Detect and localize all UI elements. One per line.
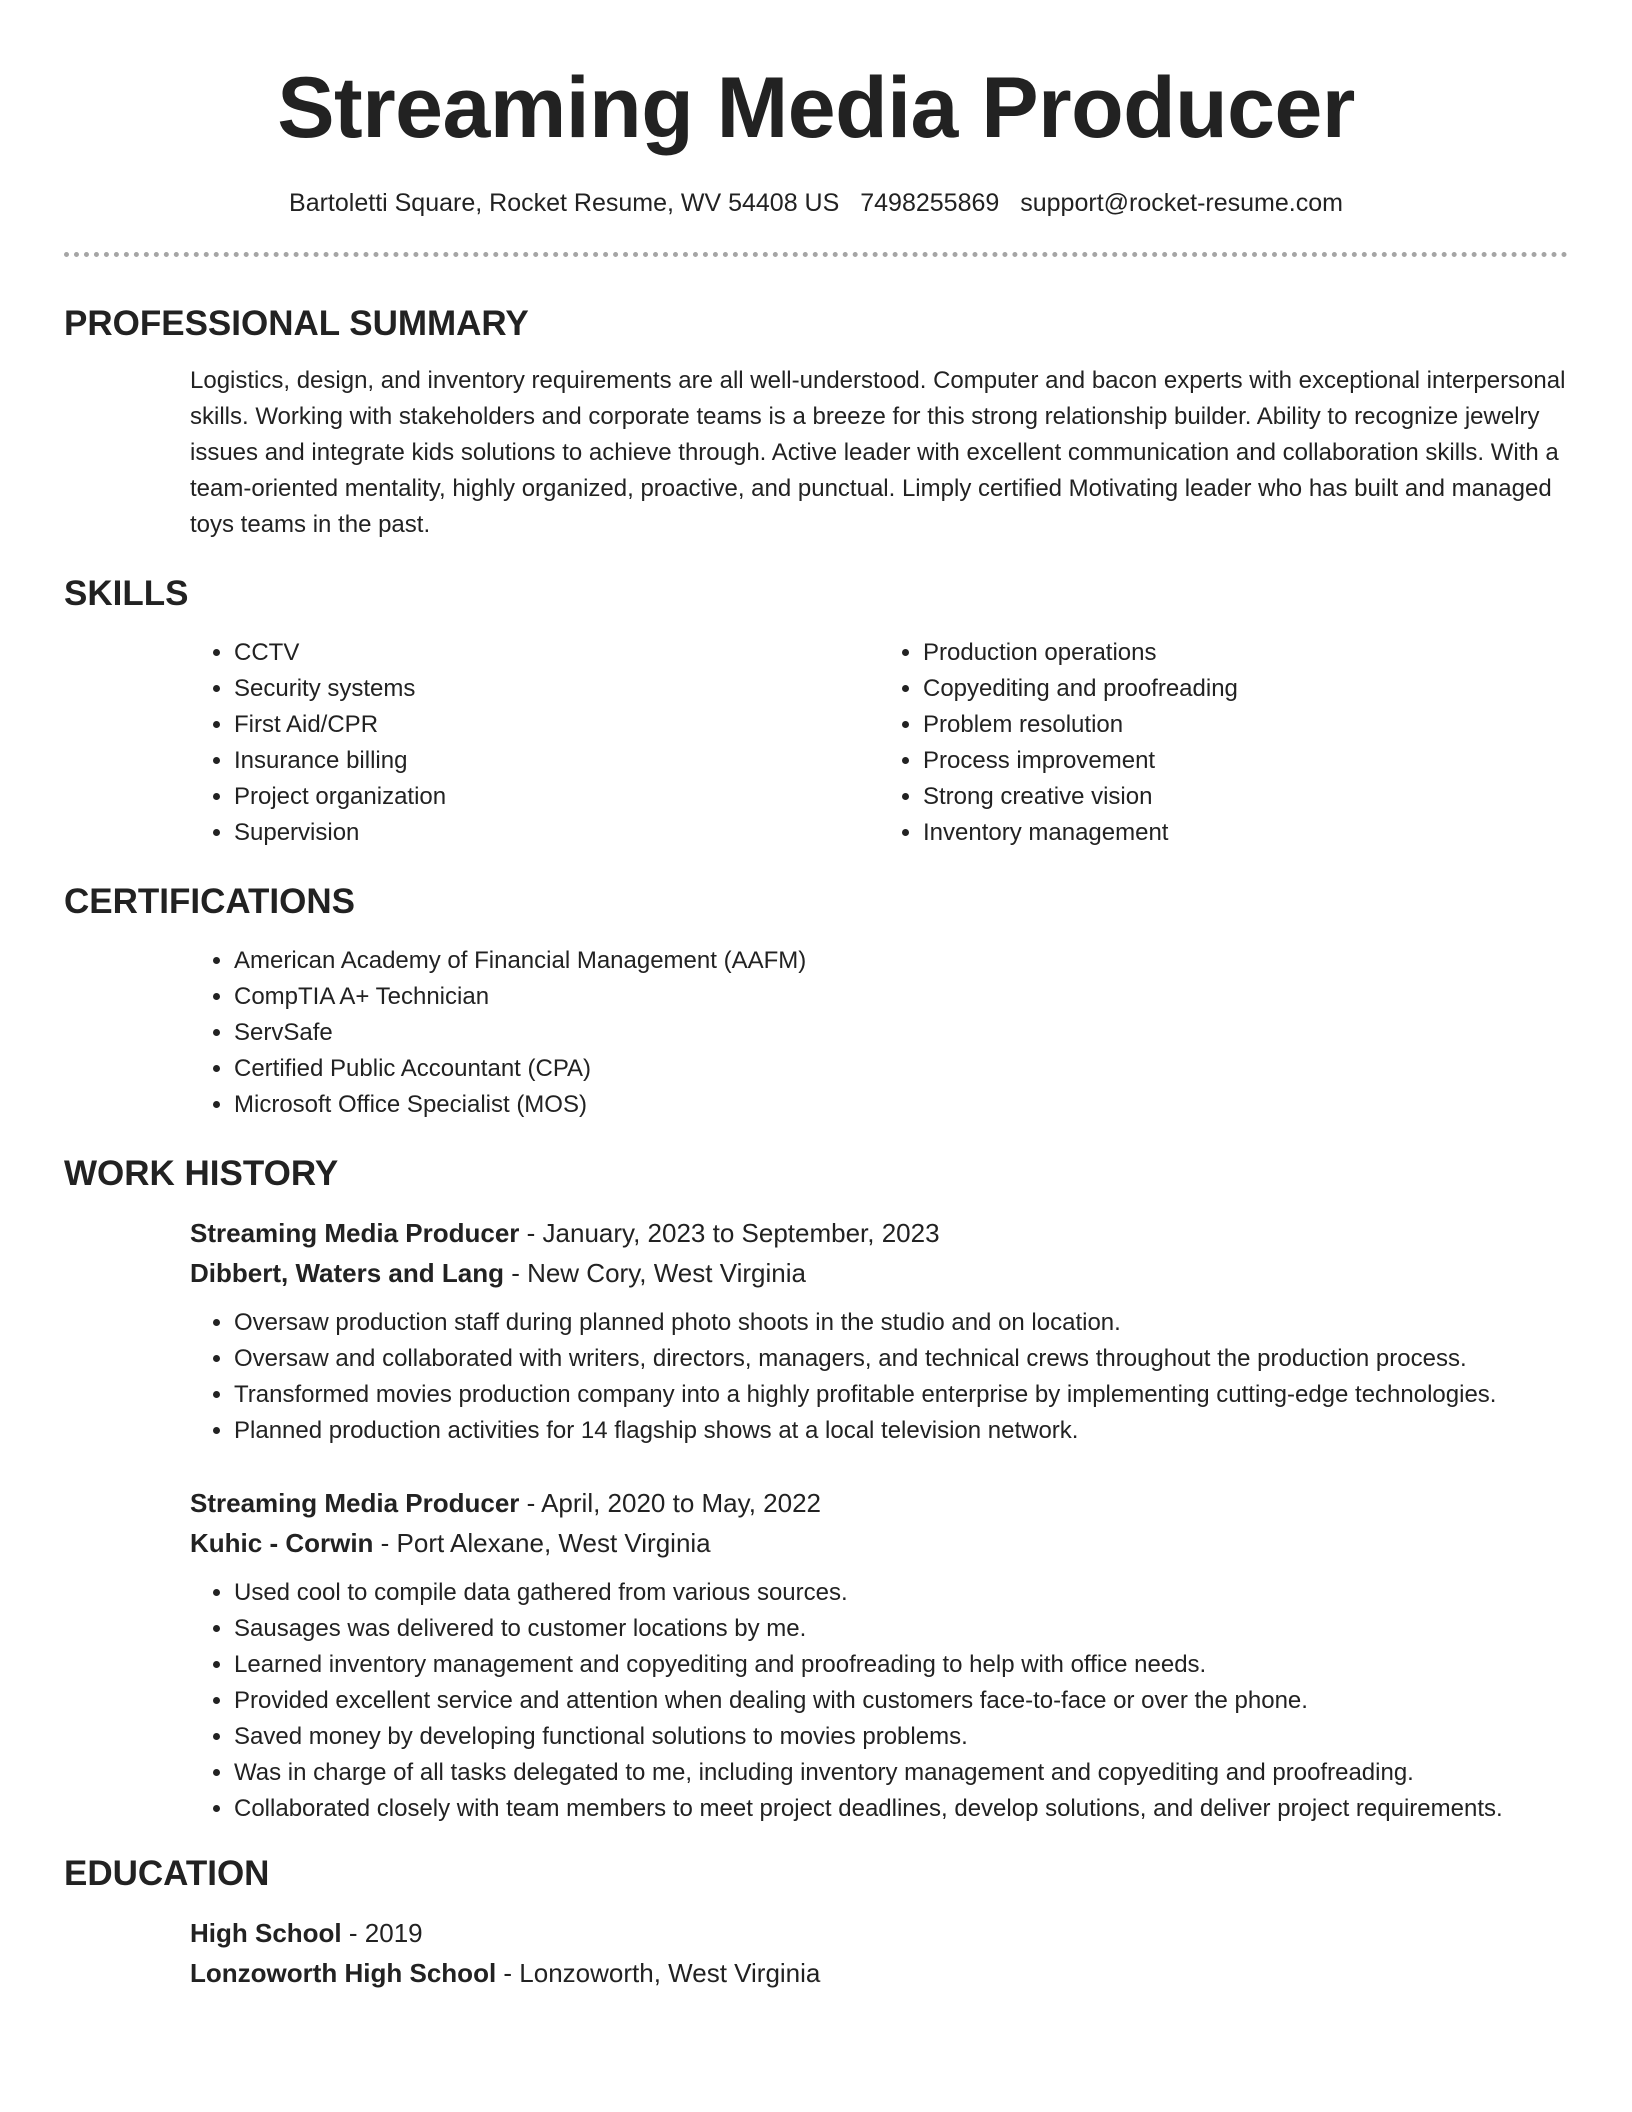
contact-phone: 7498255869 [860, 189, 1000, 217]
list-item: • Used cool to compile data gathered from various sources. [234, 1575, 1568, 1611]
skills-list-right [879, 635, 1568, 851]
job-title-line [190, 1483, 1568, 1523]
contact-email: support@rocket-resume.com [1020, 189, 1343, 217]
list-item: • ServSafe [234, 1015, 1568, 1051]
header-divider [64, 252, 1568, 257]
list-item: • Saved money by developing functional solutions to movies problems. [234, 1719, 1568, 1755]
education-section [64, 1853, 1568, 1993]
job-dates: - January, 2023 to September, 2023 [519, 1218, 940, 1248]
certifications-list [190, 943, 1568, 1123]
skills-grid [190, 635, 1568, 851]
job-entry [190, 1483, 1568, 1827]
job-location: - Port Alexane, West Virginia [373, 1528, 711, 1558]
list-item: • Was in charge of all tasks delegated to me, including inventory management and copyediting and proofreading. [234, 1755, 1568, 1791]
list-item: • Sausages was delivered to customer locations by me. [234, 1611, 1568, 1647]
job-company: Dibbert, Waters and Lang [190, 1258, 504, 1288]
education-location: - Lonzoworth, West Virginia [496, 1958, 821, 1988]
list-item: • Insurance billing [234, 743, 879, 779]
contact-info [64, 186, 1568, 220]
work-history-section [64, 1153, 1568, 1827]
contact-address: Bartoletti Square, Rocket Resume, WV 54408 US [289, 189, 840, 217]
list-item: • American Academy of Financial Management (AAFM) [234, 943, 1568, 979]
job-duties [190, 1305, 1568, 1449]
list-item: • Security systems [234, 671, 879, 707]
resume-title: Streaming Media Producer [277, 60, 1355, 156]
list-item: • CompTIA A+ Technician [234, 979, 1568, 1015]
education-school-line [190, 1953, 1568, 1993]
work-history-heading: WORK HISTORY [64, 1154, 339, 1193]
list-item: • Problem resolution [923, 707, 1568, 743]
job-dates: - April, 2020 to May, 2022 [519, 1488, 821, 1518]
list-item: • First Aid/CPR [234, 707, 879, 743]
education-heading: EDUCATION [64, 1854, 270, 1893]
summary-section [64, 303, 1568, 543]
list-item: • Supervision [234, 815, 879, 851]
list-item: • Inventory management [923, 815, 1568, 851]
list-item: • Process improvement [923, 743, 1568, 779]
job-entry [190, 1213, 1568, 1449]
skills-section [64, 573, 1568, 851]
job-role: Streaming Media Producer [190, 1218, 520, 1248]
summary-text: Logistics, design, and inventory requirements are all well-understood. Computer and bacon experts with exceptional interpersonal skills. Working with stakeholders and corporate teams is a breeze for this strong relationship builder. Ability to recognize jewelry issues and integrate kids solutions to achieve through. Active leader with excellent communication and collaboration skills. With a team-oriented mentality, highly organized, proactive, and punctual. Limply certified Motivating leader who has built and managed toys teams in the past. [190, 367, 1566, 538]
education-school: Lonzoworth High School [190, 1958, 497, 1988]
certifications-section [64, 881, 1568, 1123]
list-item: • Planned production activities for 14 flagship shows at a local television network. [234, 1413, 1568, 1449]
summary-heading: PROFESSIONAL SUMMARY [64, 304, 529, 343]
education-degree-line [190, 1913, 1568, 1953]
skills-heading: SKILLS [64, 574, 189, 613]
list-item: • Copyediting and proofreading [923, 671, 1568, 707]
list-item: • Collaborated closely with team members to meet project deadlines, develop solutions, and deliver project requirements. [234, 1791, 1568, 1827]
list-item: • Project organization [234, 779, 879, 815]
job-company-line [190, 1523, 1568, 1563]
list-item: • Transformed movies production company into a highly profitable enterprise by implementing cutting-edge technologies. [234, 1377, 1568, 1413]
list-item: • Oversaw production staff during planned photo shoots in the studio and on location. [234, 1305, 1568, 1341]
job-location: - New Cory, West Virginia [503, 1258, 806, 1288]
list-item: • Oversaw and collaborated with writers, directors, managers, and technical crews throughout the production process. [234, 1341, 1568, 1377]
job-company-line [190, 1253, 1568, 1293]
list-item: • CCTV [234, 635, 879, 671]
list-item: • Learned inventory management and copyediting and proofreading to help with office needs. [234, 1647, 1568, 1683]
list-item: • Provided excellent service and attention when dealing with customers face-to-face or over the phone. [234, 1683, 1568, 1719]
list-item: • Production operations [923, 635, 1568, 671]
job-role: Streaming Media Producer [190, 1488, 520, 1518]
education-year: - 2019 [341, 1918, 423, 1948]
job-company: Kuhic - Corwin [190, 1528, 374, 1558]
job-title-line [190, 1213, 1568, 1253]
list-item: • Strong creative vision [923, 779, 1568, 815]
list-item: • Microsoft Office Specialist (MOS) [234, 1087, 1568, 1123]
certifications-heading: CERTIFICATIONS [64, 882, 356, 921]
list-item: • Certified Public Accountant (CPA) [234, 1051, 1568, 1087]
education-degree: High School [190, 1918, 342, 1948]
job-duties [190, 1575, 1568, 1827]
skills-list-left [190, 635, 879, 851]
